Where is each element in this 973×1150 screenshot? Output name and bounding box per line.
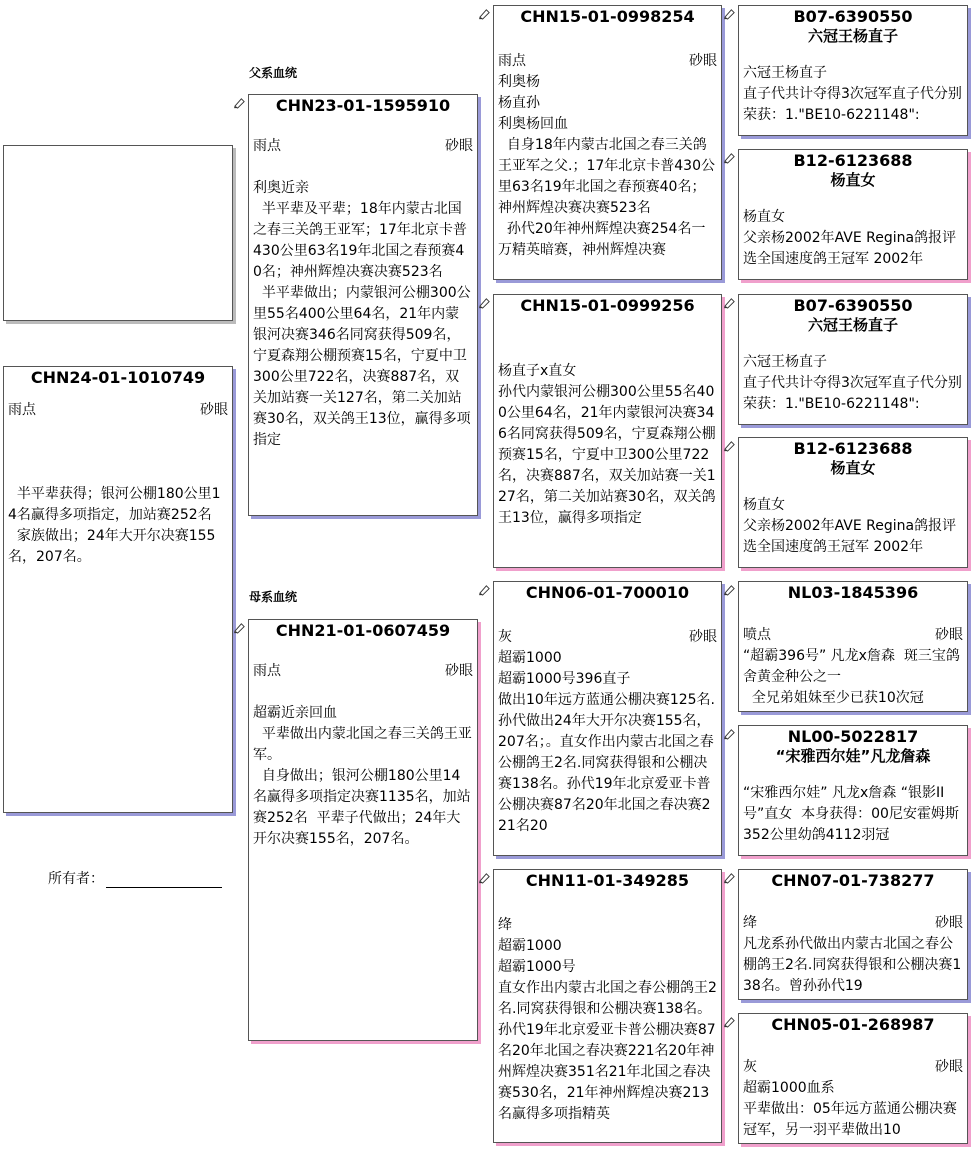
pigeon-name: 六冠王杨直子 (807, 27, 898, 45)
edit-icon[interactable] (478, 296, 491, 309)
edit-icon[interactable] (233, 96, 246, 109)
pigeon-name: 杨直女 (830, 459, 876, 477)
edit-icon[interactable] (233, 621, 246, 634)
notes: 利奥杨 杨直孙 利奥杨回血 自身18年内蒙古北国之春三关鸽王亚军之父.；17年北京卡普430公里63名19年北国之春预赛40名；神州辉煌决赛决赛523名 孙代20年神州辉煌决赛254名一万精英暗赛，神州辉煌决赛 (498, 74, 715, 258)
pigeon-name: 六冠王杨直子 (807, 316, 898, 334)
ring-number: NL00-5022817 (787, 727, 919, 746)
eye: 砂眼 (935, 915, 963, 931)
eye: 砂眼 (200, 402, 228, 418)
color: 雨点 (253, 663, 281, 679)
pigeon-photo-frame (3, 145, 233, 321)
ring-number: B12-6123688 (793, 439, 913, 458)
card-sds[interactable] (738, 294, 968, 425)
edit-icon[interactable] (478, 871, 491, 884)
eye: 砂眼 (689, 629, 717, 645)
ring-number: B12-6123688 (793, 151, 913, 170)
color: 喷点 (743, 627, 771, 643)
ring-number: CHN05-01-268987 (771, 1015, 935, 1034)
notes: “超霸396号” 凡龙x詹森 斑三宝鸽舍黄金种公之一 全兄弟姐妹至少已获10次冠 (743, 648, 960, 706)
notes: 六冠王杨直子 直子代共计夺得3次冠军直子代分别荣获：1."BE10-6221148": (743, 65, 962, 123)
ring-number: B07-6390550 (793, 7, 913, 26)
notes: 凡龙系孙代做出内蒙古北国之春公棚鸽王2名.同窝获得银和公棚决赛138名。曾孙孙代19 (743, 936, 962, 994)
edit-icon[interactable] (723, 727, 736, 740)
eye: 砂眼 (935, 1059, 963, 1075)
card-dsd[interactable] (738, 725, 968, 856)
color: 绛 (498, 917, 512, 933)
color: 灰 (498, 629, 512, 645)
card-dam-dam[interactable] (493, 869, 722, 1143)
notes: 半平辈获得；银河公棚180公里14名赢得多项指定，加站赛252名 家族做出；24年大开尔决赛155名，207名。 (8, 486, 221, 565)
eye: 砂眼 (445, 663, 473, 679)
notes: 杨直女 父亲杨2002年AVE Regina鸽报评选全国速度鸽王冠军 2002年 (743, 497, 957, 555)
card-sss[interactable] (738, 5, 968, 136)
paternal-label: 父系血统 (249, 66, 298, 80)
ring-number: NL03-1845396 (787, 583, 919, 602)
notes: 六冠王杨直子 直子代共计夺得3次冠军直子代分别荣获：1."BE10-6221148": (743, 354, 962, 412)
owner-line[interactable] (106, 873, 222, 888)
card-sdd[interactable] (738, 437, 968, 568)
color: 雨点 (8, 402, 36, 418)
edit-icon[interactable] (478, 583, 491, 596)
notes: 超霸1000 超霸1000号396直子 做出10年远方蓝通公棚决赛125名. 孙代做出24年大开尔决赛155名，207名；。直女作出内蒙古北国之春公棚鸽王2名.同窝获得银和公棚决赛138名。孙代19年北京爱亚卡普公棚决赛87名20年北国之春决赛221名20 (498, 650, 715, 834)
color: 雨点 (498, 53, 526, 69)
owner-field (48, 868, 222, 888)
edit-icon[interactable] (723, 871, 736, 884)
ring-number: CHN21-01-0607459 (275, 621, 451, 640)
edit-icon[interactable] (723, 296, 736, 309)
color: 绛 (743, 915, 757, 931)
card-dds[interactable] (738, 869, 968, 1000)
pigeon-name: “宋雅西尔娃”凡龙詹森 (775, 747, 931, 765)
edit-icon[interactable] (723, 7, 736, 20)
notes: 超霸近亲回血 平辈做出内蒙北国之春三关鸽王亚军。 自身做出；银河公棚180公里14名赢得多项指定决赛1135名，加站赛252名 平辈子代做出；24年大开尔决赛155名，207名。 (253, 705, 472, 847)
eye: 砂眼 (689, 53, 717, 69)
ring-number: CHN11-01-349285 (525, 871, 690, 890)
notes: 杨直子x直女 孙代内蒙银河公棚300公里55名400公里64名，21年内蒙银河决赛346名同窝获得509名，宁夏森翔公棚预赛15名，宁夏中卫300公里722名，决赛887名，双关加站赛一关127名，第二关加站赛30名，双关鸽王13位，赢得多项指定 (498, 363, 716, 526)
ring-number: CHN06-01-700010 (525, 583, 690, 602)
edit-icon[interactable] (478, 7, 491, 20)
card-dam-sire[interactable] (493, 581, 722, 856)
edit-icon[interactable] (723, 151, 736, 164)
owner-label: 所有者： (48, 871, 104, 887)
card-dss[interactable] (738, 581, 968, 712)
ring-number: CHN07-01-738277 (771, 871, 935, 890)
ring-number: CHN24-01-1010749 (30, 368, 206, 387)
notes: 超霸1000 超霸1000号 直女作出内蒙古北国之春公棚鸽王2名.同窝获得银和公棚决赛138名。孙代19年北京爱亚卡普公棚决赛87名20年北国之春决赛221名20年神州辉煌决赛351名21年北国之春决赛530名，21年神州辉煌决赛213名赢得多项指精英 (498, 938, 717, 1122)
color: 灰 (743, 1059, 757, 1075)
notes: 利奥近亲 半平辈及平辈；18年内蒙古北国之春三关鸽王亚军；17年北京卡普430公里63名19年北国之春预赛40名；神州辉煌决赛决赛523名 半平辈做出；内蒙银河公棚300公里55名400公里64名，21年内蒙银河决赛346名同窝获得509名，宁夏森翔公棚预赛15名，宁夏中卫300公里722名，决赛887名，双关加站赛一关127名，第二关加站赛30名，双关鸽王13位，赢得多项指定 (253, 180, 471, 448)
card-sire-sire[interactable] (493, 5, 722, 280)
notes: 杨直女 父亲杨2002年AVE Regina鸽报评选全国速度鸽王冠军 2002年 (743, 209, 957, 267)
edit-icon[interactable] (723, 1015, 736, 1028)
ring-number: CHN23-01-1595910 (275, 96, 451, 115)
notes: 超霸1000血系 平辈做出：05年远方蓝通公棚决赛冠军，另一羽平辈做出10 (743, 1080, 957, 1138)
edit-icon[interactable] (723, 439, 736, 452)
eye: 砂眼 (445, 138, 473, 154)
maternal-label: 母系血统 (249, 590, 298, 604)
pigeon-name: 杨直女 (830, 171, 876, 189)
edit-icon[interactable] (723, 583, 736, 596)
ring-number: CHN15-01-0998254 (520, 7, 695, 26)
color: 雨点 (253, 138, 281, 154)
ring-number: CHN15-01-0999256 (520, 296, 695, 315)
eye: 砂眼 (935, 627, 963, 643)
notes: “宋雅西尔娃” 凡龙x詹森 “银影II号”直女 本身获得：00尼安霍姆斯352公里幼鸽4112羽冠 (743, 785, 959, 843)
card-ddd[interactable] (738, 1013, 968, 1144)
card-subject[interactable] (3, 366, 233, 813)
card-sire-dam[interactable] (493, 294, 722, 568)
card-dam[interactable] (248, 619, 478, 1041)
card-ssd[interactable] (738, 149, 968, 280)
card-sire[interactable] (248, 94, 478, 516)
ring-number: B07-6390550 (793, 296, 913, 315)
